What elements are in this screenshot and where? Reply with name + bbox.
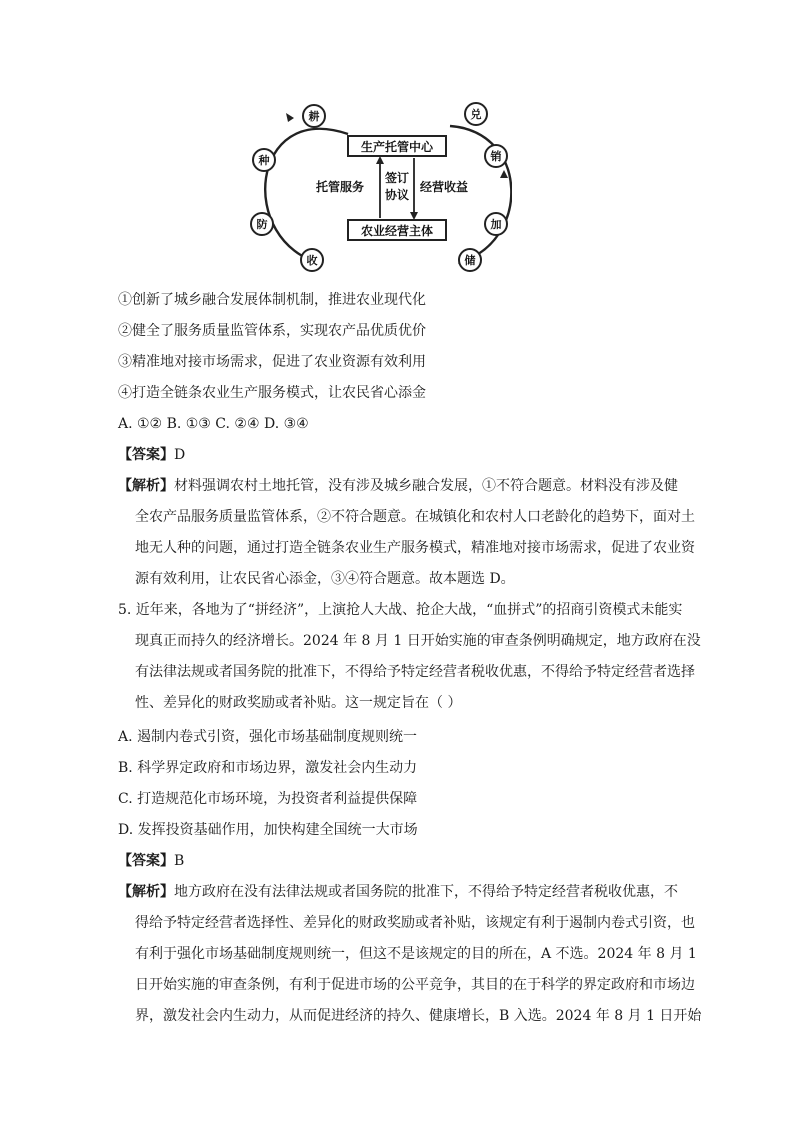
q4-analysis-line-3: 地无人种的问题，通过打造全链条农业生产服务模式，精准地对接市场需求，促进了农业资 bbox=[135, 540, 695, 556]
q4-choices: A. ①② B. ①③ C. ②④ D. ③④ bbox=[118, 416, 309, 432]
loop-node-sell: 销 bbox=[490, 150, 502, 163]
q5-stem-line-4: 性、差异化的财政奖励或者补贴。这一规定旨在（ ） bbox=[135, 695, 462, 711]
q5-analysis-line-2: 得给予特定经营者选择性、差异化的财政奖励或者补贴，该规定有利于遏制内卷式引资，也 bbox=[135, 915, 695, 931]
q4-answer bbox=[118, 445, 185, 465]
q5-stem-line-2: 现真正而持久的经济增长。2024 年 8 月 1 日开始实施的审查条例明确规定，地方政府在没 bbox=[135, 633, 701, 649]
q4-analysis-line-1 bbox=[118, 476, 678, 496]
answer-value: B bbox=[174, 853, 185, 869]
loop-node-protect: 防 bbox=[256, 218, 268, 231]
option-3: ③精准地对接市场需求，促进了农业资源有效利用 bbox=[118, 354, 426, 370]
option-1: ①创新了城乡融合发展体制机制，推进农业现代化 bbox=[118, 292, 426, 308]
loop-node-exchange: 兑 bbox=[470, 108, 482, 121]
q4-analysis-line-4: 源有效利用，让农民省心添金，③④符合题意。故本题选 D。 bbox=[135, 571, 515, 587]
analysis-text: 材料强调农村土地托管，没有涉及城乡融合发展，①不符合题意。材料没有涉及健 bbox=[174, 478, 678, 494]
q5-analysis-line-1 bbox=[118, 882, 678, 902]
q5-stem-line-3: 有法律法规或者国务院的批准下，不得给予特定经营者税收优惠，不得给予特定经营者选择 bbox=[135, 664, 695, 680]
answer-label: 【答案】 bbox=[118, 853, 174, 869]
q5-analysis-line-5: 界，激发社会内生动力，从而促进经济的持久、健康增长，B 入选。2024 年 8 月 1 日开始 bbox=[135, 1008, 702, 1024]
label-agreement: 协议 bbox=[384, 188, 410, 202]
agricultural-trusteeship-diagram bbox=[230, 92, 512, 282]
analysis-label: 【解析】 bbox=[118, 478, 174, 494]
q5-option-b: B. 科学界定政府和市场边界，激发社会内生动力 bbox=[118, 760, 418, 776]
label-operating-income: 经营收益 bbox=[420, 180, 469, 194]
q5-option-d: D. 发挥投资基础作用，加快构建全国统一大市场 bbox=[118, 822, 418, 838]
loop-node-sow: 种 bbox=[258, 154, 270, 167]
label-trusteeship-service: 托管服务 bbox=[316, 180, 365, 194]
loop-node-plow: 耕 bbox=[308, 110, 320, 123]
answer-label: 【答案】 bbox=[118, 447, 174, 463]
q4-analysis-line-2: 全农产品服务质量监管体系，②不符合题意。在城镇化和农村人口老龄化的趋势下，面对土 bbox=[135, 509, 695, 525]
answer-value: D bbox=[174, 447, 186, 463]
loop-node-process: 加 bbox=[490, 218, 502, 231]
center-top-box: 生产托管中心 bbox=[360, 140, 434, 154]
analysis-label: 【解析】 bbox=[118, 884, 174, 900]
loop-node-store: 储 bbox=[464, 254, 476, 267]
loop-node-harvest: 收 bbox=[306, 254, 318, 267]
q5-answer bbox=[118, 851, 184, 871]
analysis-text: 地方政府在没有法律法规或者国务院的批准下，不得给予特定经营者税收优惠，不 bbox=[174, 884, 678, 900]
q5-analysis-line-3: 有利于强化市场基础制度规则统一，但这不是该规定的目的所在，A 不选。2024 年 8 月 1 bbox=[135, 946, 697, 962]
label-sign: 签订 bbox=[384, 171, 410, 185]
q5-option-a: A. 遏制内卷式引资，强化市场基础制度规则统一 bbox=[118, 729, 418, 745]
q5-option-c: C. 打造规范化市场环境，为投资者利益提供保障 bbox=[118, 791, 418, 807]
q5-stem-line-1: 5. 近年来，各地为了“拼经济”，上演抢人大战、抢企大战，“血拼式”的招商引资模式未能实 bbox=[118, 602, 683, 618]
center-bottom-box: 农业经营主体 bbox=[360, 224, 434, 238]
option-4: ④打造全链条农业生产服务模式，让农民省心添金 bbox=[118, 385, 426, 401]
q5-analysis-line-4: 日开始实施的审查条例，有利于促进市场的公平竞争，其目的在于科学的界定政府和市场边 bbox=[135, 977, 695, 993]
option-2: ②健全了服务质量监管体系，实现农产品优质优价 bbox=[118, 323, 426, 339]
